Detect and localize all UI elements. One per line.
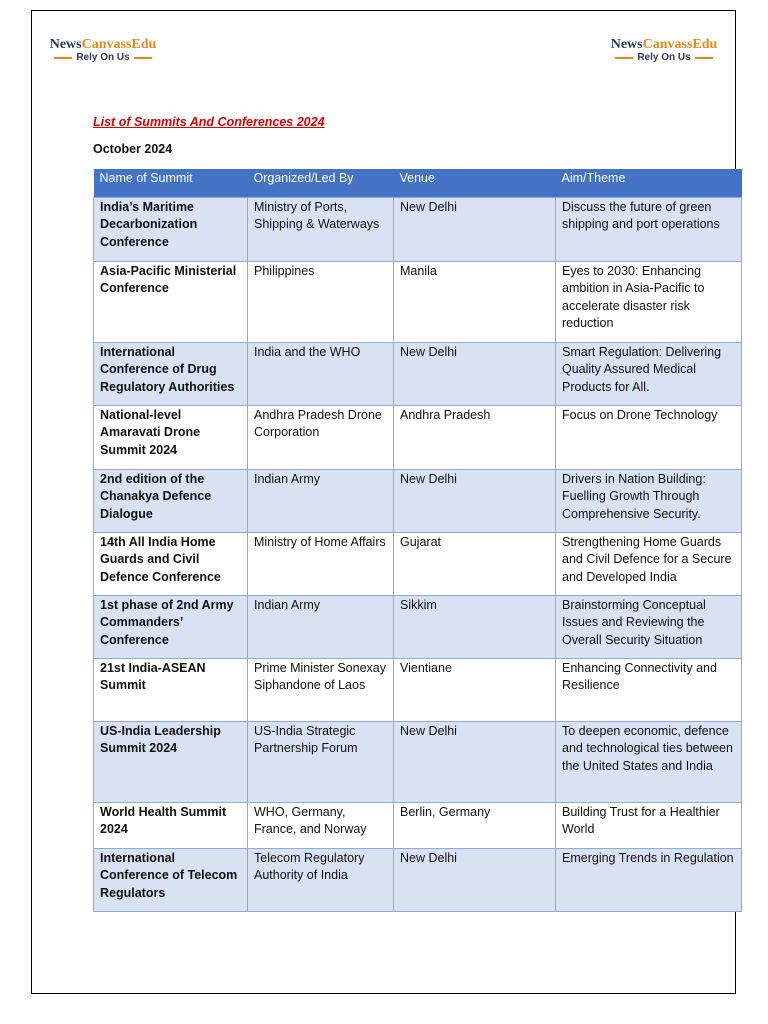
summit-name-cell: 14th All India Home Guards and Civil Defence Conference — [94, 532, 248, 595]
logo-wordmark: NewsCanvassEdu — [610, 37, 718, 52]
document-title: List of Summits And Conferences 2024 — [93, 115, 325, 129]
organizer-cell: Prime Minister Sonexay Siphandone of Laos — [248, 658, 394, 721]
organizer-cell: Telecom Regulatory Authority of India — [248, 848, 394, 911]
table-row — [94, 342, 742, 405]
organizer-cell: Indian Army — [248, 595, 394, 658]
organizer-cell: Ministry of Ports, Shipping & Waterways — [248, 197, 394, 261]
table-row — [94, 405, 742, 469]
table-row — [94, 532, 742, 595]
organizer-cell: Ministry of Home Affairs — [248, 532, 394, 595]
summit-name-cell: International Conference of Drug Regulatory Authorities — [94, 342, 248, 405]
summit-name-cell: US-India Leadership Summit 2024 — [94, 721, 248, 802]
summit-name-cell: International Conference of Telecom Regulators — [94, 848, 248, 911]
summit-name-cell: 2nd edition of the Chanakya Defence Dialogue — [94, 469, 248, 532]
venue-cell: Gujarat — [394, 532, 556, 595]
summits-table — [93, 169, 742, 912]
aim-cell: Smart Regulation: Delivering Quality Assured Medical Products for All. — [556, 342, 742, 405]
aim-cell: Eyes to 2030: Enhancing ambition in Asia-Pacific to accelerate disaster risk reduction — [556, 261, 742, 342]
venue-cell: New Delhi — [394, 197, 556, 261]
table-row — [94, 658, 742, 721]
summit-name-cell: National-level Amaravati Drone Summit 2024 — [94, 405, 248, 469]
aim-cell: Focus on Drone Technology — [556, 405, 742, 469]
aim-cell: Emerging Trends in Regulation — [556, 848, 742, 911]
month-heading: October 2024 — [93, 142, 173, 156]
summit-name-cell: 1st phase of 2nd Army Commanders’ Conference — [94, 595, 248, 658]
logo-wordmark: NewsCanvassEdu — [49, 37, 157, 52]
organizer-cell: India and the WHO — [248, 342, 394, 405]
aim-cell: Brainstorming Conceptual Issues and Reviewing the Overall Security Situation — [556, 595, 742, 658]
aim-cell: Strengthening Home Guards and Civil Defence for a Secure and Developed India — [556, 532, 742, 595]
summit-name-cell: Asia-Pacific Ministerial Conference — [94, 261, 248, 342]
venue-cell: New Delhi — [394, 721, 556, 802]
organizer-cell: WHO, Germany, France, and Norway — [248, 802, 394, 848]
table-header-row — [94, 169, 742, 197]
summit-name-cell: 21st India-ASEAN Summit — [94, 658, 248, 721]
venue-cell: New Delhi — [394, 469, 556, 532]
aim-cell: Drivers in Nation Building: Fuelling Growth Through Comprehensive Security. — [556, 469, 742, 532]
venue-cell: New Delhi — [394, 342, 556, 405]
aim-cell: Building Trust for a Healthier World — [556, 802, 742, 848]
venue-cell: Berlin, Germany — [394, 802, 556, 848]
aim-cell: Enhancing Connectivity and Resilience — [556, 658, 742, 721]
table-row — [94, 197, 742, 261]
organizer-cell: Indian Army — [248, 469, 394, 532]
venue-cell: Andhra Pradesh — [394, 405, 556, 469]
aim-cell: Discuss the future of green shipping and port operations — [556, 197, 742, 261]
brand-logo-right — [598, 37, 730, 63]
venue-cell: Vientiane — [394, 658, 556, 721]
aim-cell: To deepen economic, defence and technological ties between the United States and India — [556, 721, 742, 802]
table-row — [94, 802, 742, 848]
organizer-cell: US-India Strategic Partnership Forum — [248, 721, 394, 802]
venue-cell: Manila — [394, 261, 556, 342]
table-row — [94, 721, 742, 802]
column-header-name: Name of Summit — [94, 169, 248, 197]
column-header-aim: Aim/Theme — [556, 169, 742, 197]
logo-tagline: Rely On Us — [37, 52, 169, 63]
column-header-venue: Venue — [394, 169, 556, 197]
organizer-cell: Andhra Pradesh Drone Corporation — [248, 405, 394, 469]
brand-logo-left — [37, 37, 169, 63]
organizer-cell: Philippines — [248, 261, 394, 342]
logo-tagline: Rely On Us — [598, 52, 730, 63]
table-row — [94, 848, 742, 911]
summit-name-cell: India’s Maritime Decarbonization Conference — [94, 197, 248, 261]
venue-cell: Sikkim — [394, 595, 556, 658]
venue-cell: New Delhi — [394, 848, 556, 911]
column-header-organizer: Organized/Led By — [248, 169, 394, 197]
table-row — [94, 469, 742, 532]
table-row — [94, 261, 742, 342]
summit-name-cell: World Health Summit 2024 — [94, 802, 248, 848]
table-row — [94, 595, 742, 658]
